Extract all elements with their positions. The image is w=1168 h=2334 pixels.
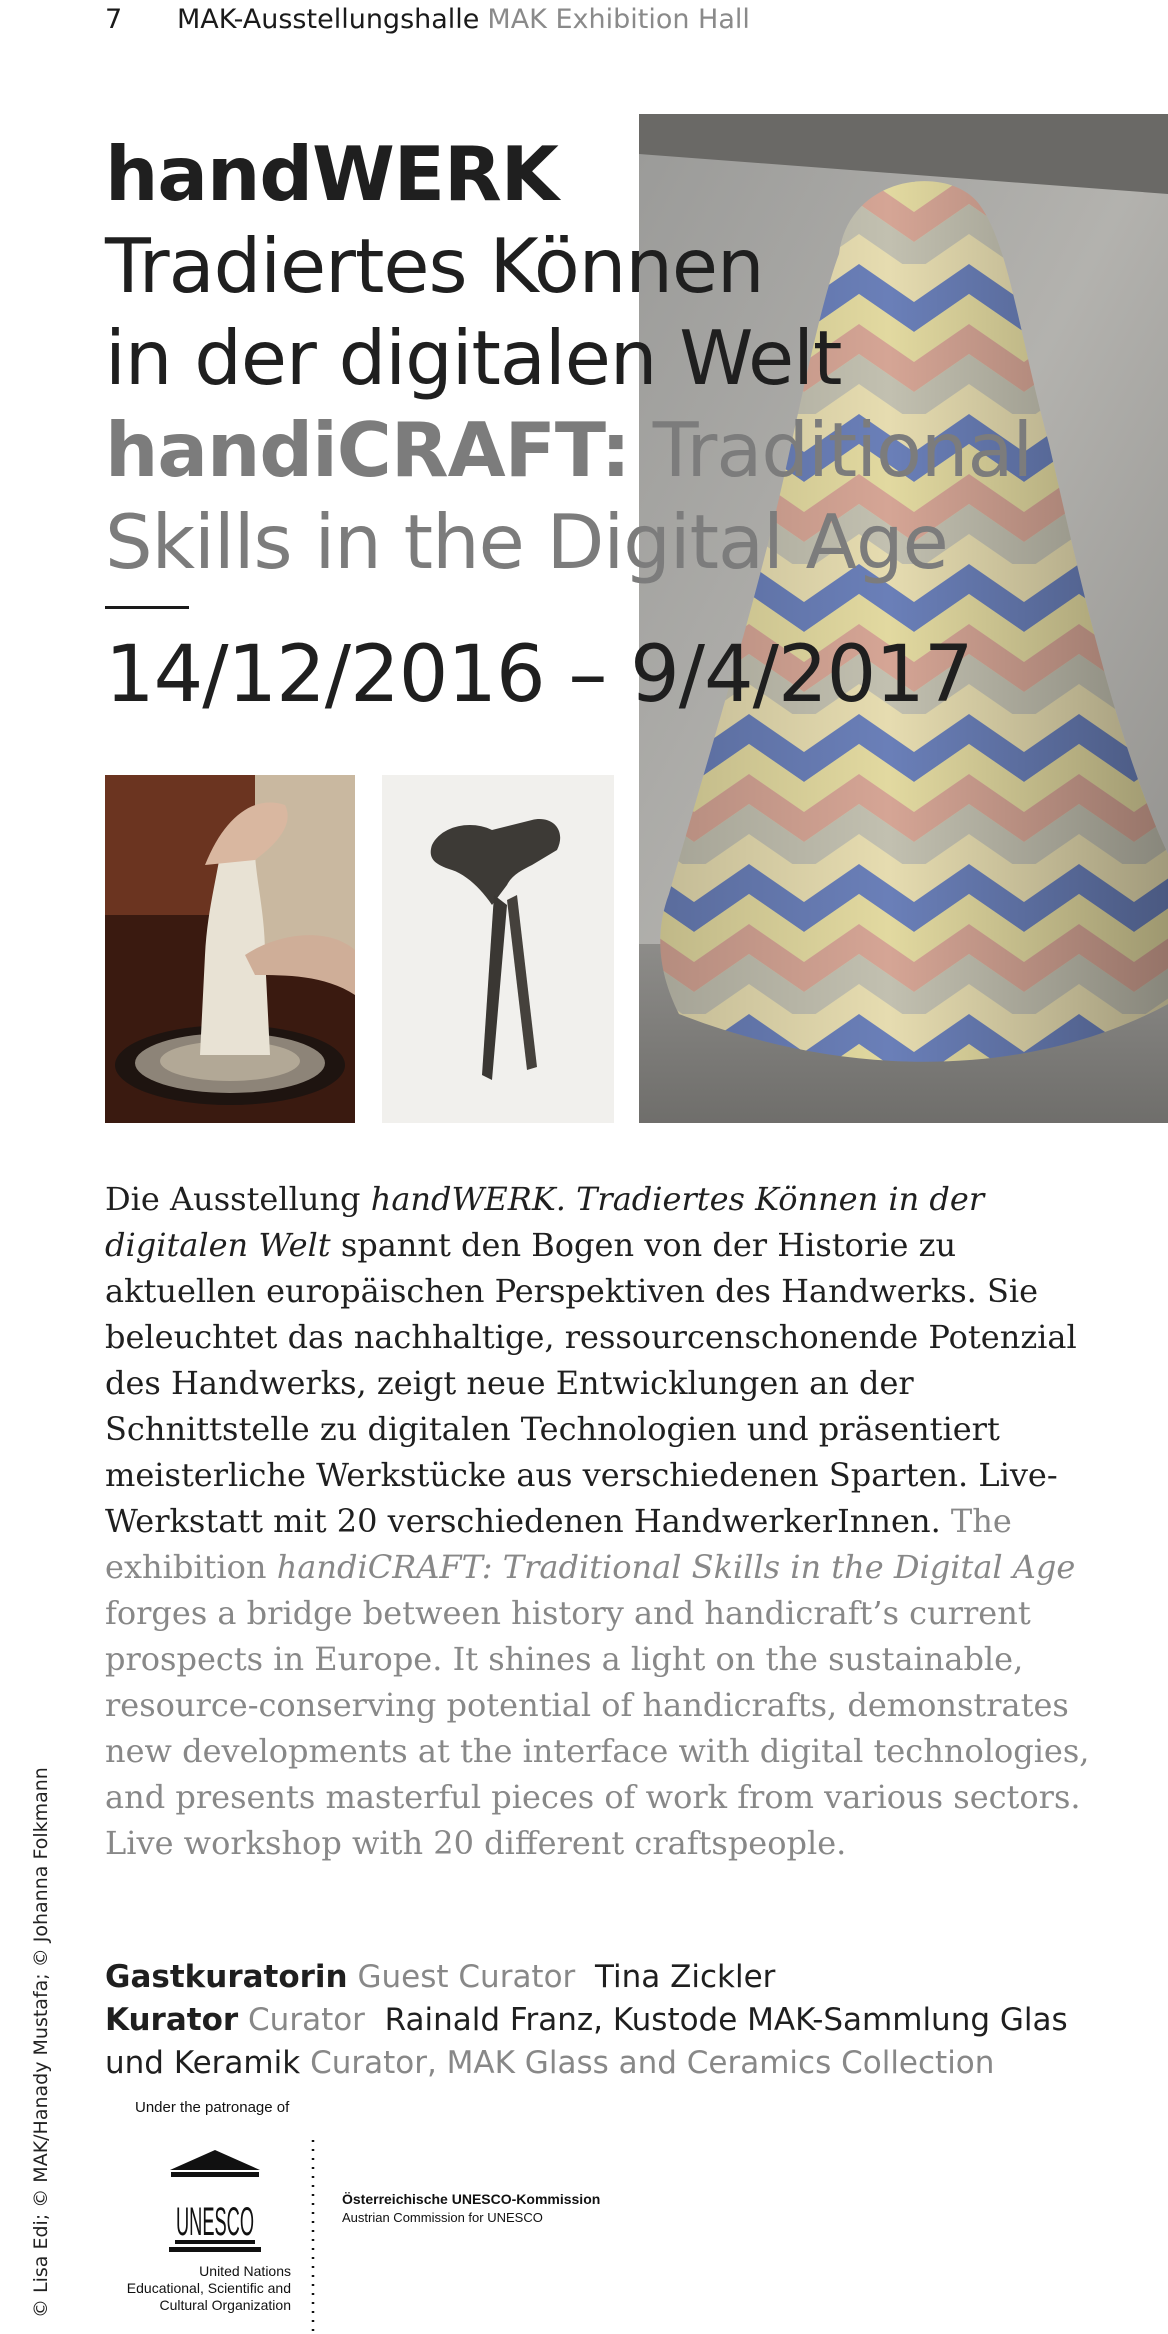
- page-number: 7: [105, 4, 123, 35]
- guest-curator-label-de: Gastkuratorin: [105, 1959, 348, 1995]
- title-en-bold: handiCRAFT:: [105, 406, 630, 494]
- exhibition-description: [105, 1176, 1115, 1866]
- guest-curator-name: Tina Zickler: [595, 1959, 776, 1995]
- org-line-1: United Nations: [199, 2263, 291, 2279]
- guest-curator-line: [105, 1956, 1115, 1999]
- org-line-2: Educational, Scientific and: [126, 2280, 291, 2296]
- unesco-logo-text: UNESCO: [176, 2200, 254, 2244]
- photo-credit: © Lisa Edi; © MAK/Hanady Mustafa; © Johanna Folkmann: [30, 1767, 52, 2318]
- description-de: [105, 1180, 1077, 1540]
- curator-desc-en: Curator, MAK Glass and Ceramics Collection: [310, 2045, 995, 2081]
- curator-label-en: Curator: [248, 2002, 365, 2038]
- title-de-line2: in der digitalen Welt: [105, 314, 842, 402]
- venue-en: MAK Exhibition Hall: [487, 4, 750, 35]
- title-de-line1: Tradiertes Können: [105, 222, 764, 310]
- description-en-intro: The exhibition: [105, 1502, 1012, 1586]
- curator-credits: [105, 1956, 1115, 2085]
- org-line-3: Cultural Organization: [159, 2297, 291, 2313]
- commission-de: Österreichische UNESCO-Kommission: [342, 2191, 601, 2207]
- exhibition-dates: 14/12/2016 – 9/4/2017: [105, 630, 973, 720]
- guest-curator-label-en: Guest Curator: [357, 1959, 576, 1995]
- patronage-label: Under the patronage of: [135, 2099, 290, 2116]
- venue-de: MAK-Ausstellungshalle: [177, 4, 480, 35]
- page-header: [105, 4, 750, 35]
- curator-name: Rainald Franz, Kustode MAK-Sammlung Glas und Keramik: [105, 2002, 1068, 2081]
- title-en-line2: Skills in the Digital Age: [105, 498, 948, 586]
- title-divider: [105, 606, 189, 609]
- description-de-intro: Die Ausstellung: [105, 1180, 371, 1218]
- commission-en: Austrian Commission for UNESCO: [342, 2210, 543, 2225]
- curator-line: [105, 1999, 1115, 2085]
- description-en-text: forges a bridge between history and handicraft’s current prospects in Europe. It shines a light on the sustainable, resource-conserving potential of handicrafts, demonstrates new developments at the interface with digital technologies, and presents masterful pieces of work from various sectors. Live workshop with 20 different craftspeople.: [105, 1594, 1090, 1862]
- pottery-wheel-photo: [105, 775, 355, 1123]
- title-de-bold: handWERK: [105, 130, 558, 218]
- description-de-title: handWERK. Tradiertes Können in der digitalen Welt: [105, 1180, 985, 1264]
- exhibition-title: [105, 128, 1032, 588]
- description-en-title: handiCRAFT: Traditional Skills in the Digital Age: [276, 1548, 1076, 1586]
- title-en-rest: Traditional: [629, 406, 1033, 494]
- curator-label-de: Kurator: [105, 2002, 239, 2038]
- unesco-patronage-logo: [95, 2090, 655, 2334]
- description-en: [105, 1502, 1089, 1862]
- description-de-text: spannt den Bogen von der Historie zu aktuellen europäischen Perspektiven des Handwerks. Sie beleuchtet das nachhaltige, ressourcenschonende Potenzial des Handwerks, zeigt neue Entwicklungen an der Schnittstelle zu digitalen Technologien und präsentiert meisterliche Werkstücke aus verschiedenen Sparten. Live-Werkstatt mit 20 verschiedenen HandwerkerInnen.: [105, 1226, 1077, 1540]
- pincer-tool-photo: [382, 775, 614, 1123]
